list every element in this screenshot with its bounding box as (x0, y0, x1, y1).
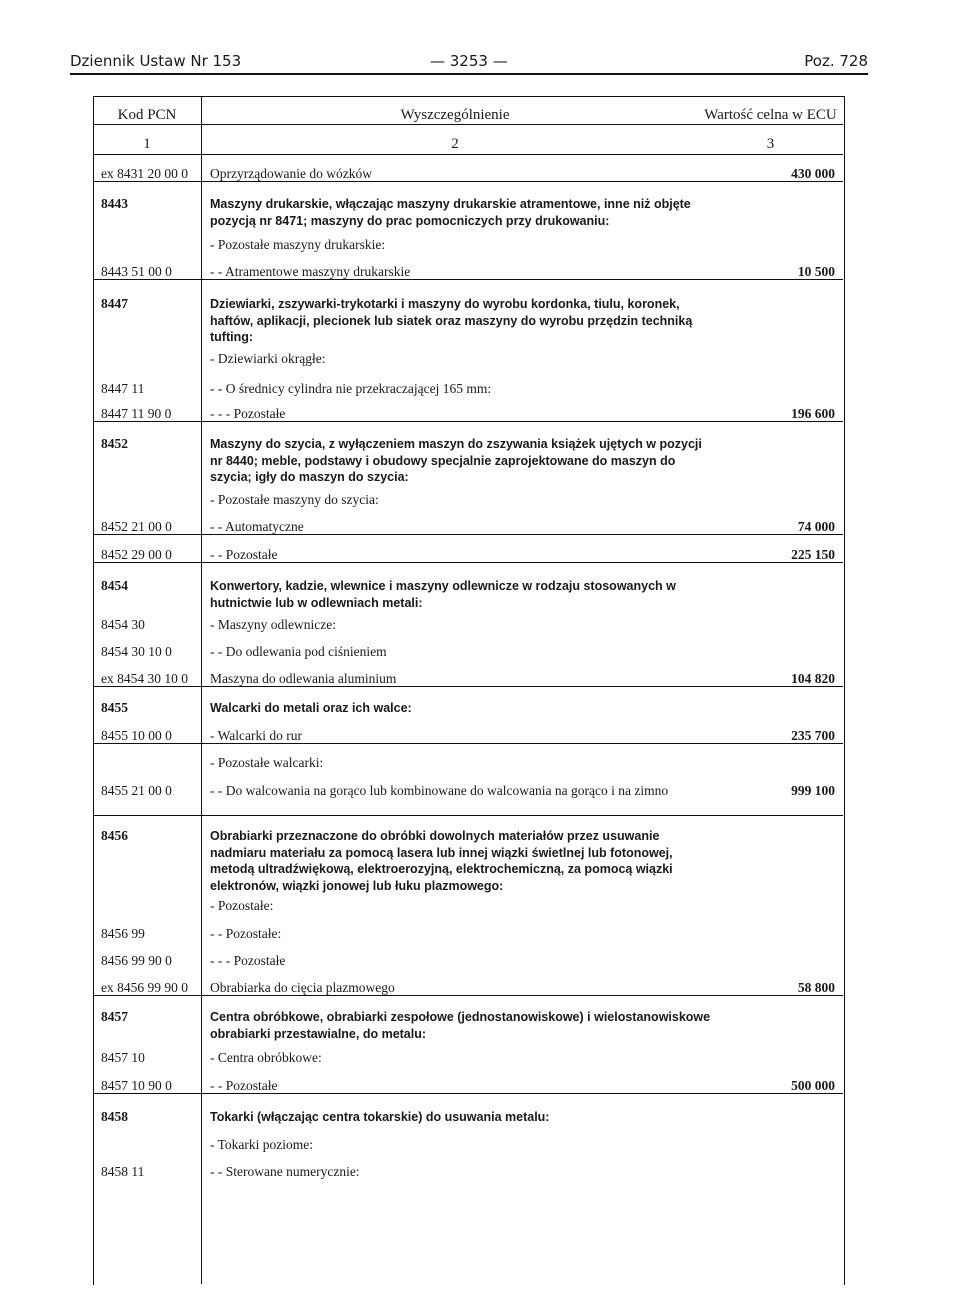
row-code: 8454 (101, 578, 128, 593)
row-description: - - Pozostałe (210, 547, 278, 562)
row-code: 8457 10 (101, 1050, 145, 1065)
row-value: 430 000 (791, 166, 835, 181)
row-code: ex 8454 30 10 0 (101, 671, 188, 686)
column-number-1: 1 (143, 136, 151, 152)
row-description: Obrabiarki przeznaczone do obróbki dowolnych materiałów przez usuwanie nadmiaru materiału za pomocą lasera lub innej wiązki świetlnej lub fotonowej, metodą ultradźwiękową, elektroerozyjną, elektrochemiczną, za pomocą wiązki elektronów, wiązki jonowej lub łuku plazmowego: (210, 829, 673, 893)
row-description: - Dziewiarki okrągłe: (210, 351, 326, 366)
column-header-code: Kod PCN (117, 107, 177, 123)
journal-title: Dziennik Ustaw Nr 153 (70, 52, 242, 70)
header-rule (70, 73, 868, 75)
row-code: 8447 (101, 296, 128, 311)
row-description: Dziewiarki, zszywarki-trykotarki i maszyny do wyrobu kordonka, tiulu, koronek, haftów, aplikacji, plecionek lub siatek oraz maszyny do wyrobu przędzin techniką tufting: (210, 297, 693, 344)
row-description: - - - Pozostałe (210, 953, 286, 968)
column-divider (201, 96, 202, 1284)
row-description: Maszyny drukarskie, włączając maszyny drukarskie atramentowe, inne niż objęte pozycją nr 8471; maszyny do prac pomocniczych przy drukowaniu: (210, 197, 691, 228)
row-description: - Pozostałe: (210, 898, 274, 913)
row-value: 999 100 (791, 783, 835, 798)
page-number: — 3253 — (430, 52, 508, 70)
row-description: - - Pozostałe (210, 1078, 278, 1093)
row-description: Obrabiarka do cięcia plazmowego (210, 980, 395, 995)
row-value: 58 800 (797, 980, 835, 995)
row-description: Centra obróbkowe, obrabiarki zespołowe (jednostanowiskowe) i wielostanowiskowe obrabiarki przestawialne, do metalu: (210, 1010, 711, 1041)
row-underline (93, 815, 843, 816)
row-description: - Pozostałe walcarki: (210, 755, 324, 770)
row-code: 8457 10 90 0 (101, 1078, 172, 1093)
row-description: Oprzyrządowanie do wózków (210, 166, 372, 181)
row-underline (93, 995, 843, 996)
row-underline (93, 421, 843, 422)
position-number: Poz. 728 (804, 52, 868, 70)
row-description: Konwertory, kadzie, wlewnice i maszyny odlewnicze w rodzaju stosowanych w hutnictwie lub w odlewniach metali: (210, 579, 676, 610)
row-code: 8452 21 00 0 (101, 519, 172, 534)
row-code: 8443 51 00 0 (101, 264, 172, 279)
row-description: - - Atramentowe maszyny drukarskie (210, 264, 411, 279)
row-code: 8457 (101, 1009, 128, 1024)
row-code: ex 8431 20 00 0 (101, 166, 188, 181)
row-underline (93, 1093, 843, 1094)
row-description: - - - Pozostałe (210, 406, 286, 421)
row-code: 8458 11 (101, 1164, 145, 1179)
row-underline (93, 686, 843, 687)
row-value: 235 700 (791, 728, 835, 743)
column-header-description: Wyszczególnienie (400, 107, 510, 123)
row-code: 8456 99 90 0 (101, 953, 172, 968)
column-number-3: 3 (766, 136, 775, 152)
row-code: 8458 (101, 1109, 128, 1124)
row-value: 196 600 (791, 406, 835, 421)
row-underline (93, 534, 843, 535)
row-code: 8454 30 (101, 617, 145, 632)
column-header-value: Wartość celna w ECU (704, 107, 837, 123)
row-value: 500 000 (791, 1078, 835, 1093)
column-number-2: 2 (451, 136, 459, 152)
row-code: 8455 10 00 0 (101, 728, 172, 743)
row-description: - - Sterowane numerycznie: (210, 1164, 360, 1179)
row-code: 8452 29 00 0 (101, 547, 172, 562)
row-underline (93, 562, 843, 563)
row-description: Maszyny do szycia, z wyłączeniem maszyn do zszywania książek ujętych w pozycji nr 8440; meble, podstawy i obudowy specjalnie zaprojektowane do maszyn do szycia; igły do maszyn do szycia: (210, 437, 702, 484)
row-code: 8443 (101, 196, 128, 211)
row-description: Maszyna do odlewania aluminium (210, 671, 397, 686)
column-number-rule (93, 154, 843, 155)
row-code: 8456 (101, 828, 128, 843)
row-value: 10 500 (797, 264, 835, 279)
row-description: - Tokarki poziome: (210, 1137, 314, 1152)
row-description: - Pozostałe maszyny do szycia: (210, 492, 379, 507)
row-description: - - Do odlewania pod ciśnieniem (210, 644, 387, 659)
row-description: - Centra obróbkowe: (210, 1050, 322, 1065)
row-value: 225 150 (791, 547, 835, 562)
row-description: - - Do walcowania na gorąco lub kombinowane do walcowania na gorąco i na zimno (210, 783, 669, 798)
row-underline (93, 743, 843, 744)
row-code: 8447 11 90 0 (101, 406, 172, 421)
row-value: 74 000 (797, 519, 835, 534)
row-code: 8452 (101, 436, 128, 451)
row-code: 8454 30 10 0 (101, 644, 172, 659)
row-description: - Pozostałe maszyny drukarskie: (210, 237, 386, 252)
row-code: ex 8456 99 90 0 (101, 980, 188, 995)
row-description: - - Pozostałe: (210, 926, 282, 941)
row-underline (93, 181, 843, 182)
row-code: 8455 21 00 0 (101, 783, 172, 798)
row-code: 8455 (101, 700, 128, 715)
row-description: Tokarki (włączając centra tokarskie) do usuwania metalu: (210, 1110, 550, 1124)
row-description: - - O średnicy cylindra nie przekraczającej 165 mm: (210, 381, 492, 396)
header-row-rule (93, 124, 843, 125)
row-value: 104 820 (791, 671, 835, 686)
row-underline (93, 279, 843, 280)
row-code: 8447 11 (101, 381, 145, 396)
row-code: 8456 99 (101, 926, 145, 941)
row-description: - Maszyny odlewnicze: (210, 617, 336, 632)
row-description: - Walcarki do rur (210, 728, 303, 743)
row-description: - - Automatyczne (210, 519, 304, 534)
row-description: Walcarki do metali oraz ich walce: (210, 701, 412, 715)
